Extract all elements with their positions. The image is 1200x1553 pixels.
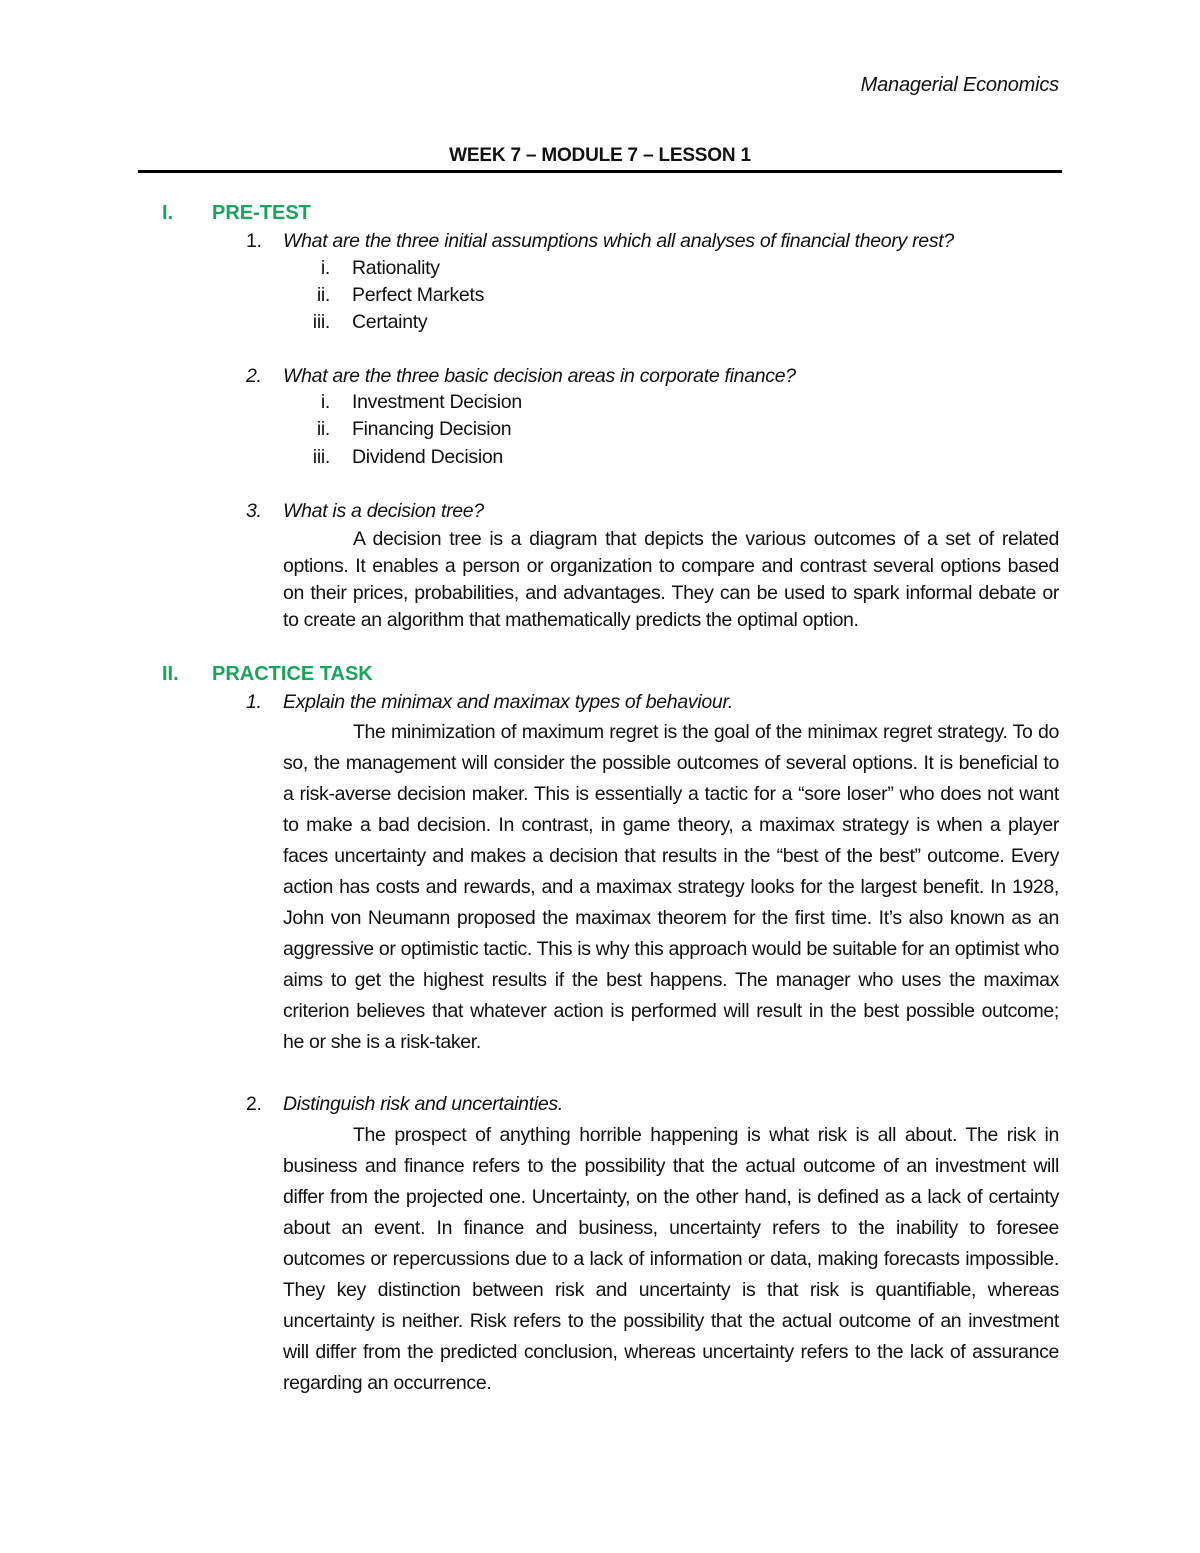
section-practice-task-heading: [162, 663, 373, 686]
list-item: [300, 284, 484, 307]
section-numeral: II.: [162, 663, 179, 685]
question-number: 1.: [246, 691, 262, 713]
list-item-text: Certainty: [352, 311, 428, 333]
roman-numeral: i.: [320, 257, 330, 279]
question-text: What are the three initial assumptions which all analyses of financial theory rest?: [283, 230, 954, 252]
question-number: 2.: [246, 1093, 262, 1115]
answer-paragraph: The prospect of anything horrible happening is what risk is all about. The risk in business and finance refers to the possibility that the actual outcome of an investment will differ from the projected one. Uncertainty, on the other hand, is defined as a lack of certainty about an event. In finance and business, uncertainty refers to the inability to foresee outcomes or repercussions due to a lack of information or data, making forecasts impossible. They key distinction between risk and uncertainty is that risk is quantifiable, whereas uncertainty is neither. Risk refers to the possibility that the actual outcome of an investment will differ from the predicted conclusion, whereas uncertainty refers to the lack of assurance regarding an occurrence.: [283, 1124, 1059, 1394]
list-item: [300, 418, 511, 441]
list-item-text: Perfect Markets: [352, 284, 485, 306]
question-text: Distinguish risk and uncertainties.: [283, 1093, 563, 1115]
question-text: Explain the minimax and maximax types of behaviour.: [283, 691, 734, 713]
list-item-text: Rationality: [352, 257, 440, 279]
question-number: 2.: [246, 365, 262, 387]
list-item: [300, 311, 427, 334]
lesson-title: WEEK 7 – MODULE 7 – LESSON 1: [449, 145, 751, 166]
title-divider: [138, 170, 1062, 173]
roman-numeral: i.: [320, 391, 330, 413]
pretest-question-1: [246, 230, 1066, 253]
course-header: Managerial Economics: [860, 74, 1059, 96]
question-number: 1.: [246, 230, 262, 252]
list-item-text: Financing Decision: [352, 418, 512, 440]
pretest-question-3: [246, 500, 1066, 523]
section-pre-test-heading: [162, 202, 311, 225]
list-item-text: Investment Decision: [352, 391, 522, 413]
roman-numeral: ii.: [316, 284, 330, 306]
practice-question-1: [246, 691, 1066, 714]
answer-paragraph: A decision tree is a diagram that depicts the various outcomes of a set of related options. It enables a person or organization to compare and contrast several options based on their prices, probabilities, and advantages. They can be used to spark informal debate or to create an algorithm that mathematically predicts the optimal option.: [283, 528, 1059, 631]
list-item: [300, 446, 503, 469]
section-title: PRE-TEST: [212, 202, 311, 224]
section-numeral: I.: [162, 202, 174, 224]
answer-paragraph: The minimization of maximum regret is the goal of the minimax regret strategy. To do so, the management will consider the possible outcomes of several options. It is beneficial to a risk-averse decision maker. This is essentially a tactic for a “sore loser” who does not want to make a bad decision. In contrast, in game theory, a maximax strategy is when a player faces uncertainty and makes a decision that results in the “best of the best” outcome. Every action has costs and rewards, and a maximax strategy looks for the largest benefit. In 1928, John von Neumann proposed the maximax theorem for the first time. It’s also known as an aggressive or optimistic tactic. This is why this approach would be suitable for an optimist who aims to get the highest results if the best happens. The manager who uses the maximax criterion believes that whatever action is performed will result in the best possible outcome; he or she is a risk-taker.: [283, 721, 1059, 1053]
roman-numeral: iii.: [312, 446, 330, 468]
pretest-question-2: [246, 365, 1066, 388]
question-number: 3.: [246, 500, 262, 522]
list-item: [300, 391, 522, 414]
practice-question-2: [246, 1093, 1066, 1116]
question-text: What are the three basic decision areas in corporate finance?: [283, 365, 796, 387]
roman-numeral: iii.: [312, 311, 330, 333]
section-title: PRACTICE TASK: [212, 663, 373, 685]
question-text: What is a decision tree?: [283, 500, 484, 522]
list-item-text: Dividend Decision: [352, 446, 503, 468]
roman-numeral: ii.: [316, 418, 330, 440]
list-item: [300, 257, 440, 280]
